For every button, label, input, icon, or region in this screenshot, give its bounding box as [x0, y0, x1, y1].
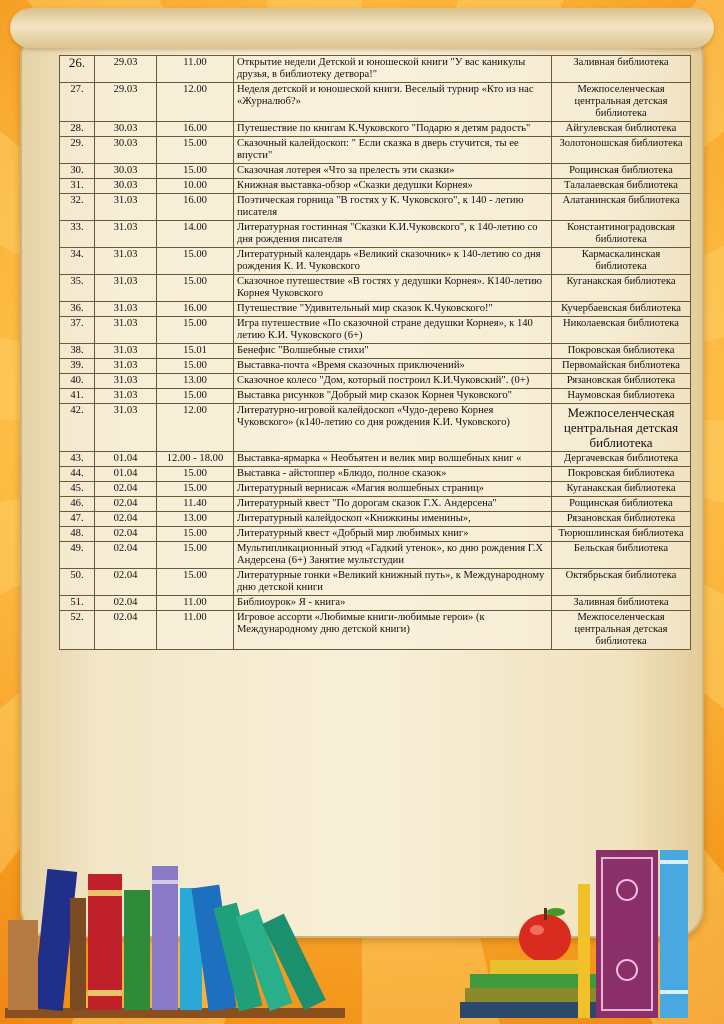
cell-event: Литературный вернисаж «Магия волшебных страниц» [234, 482, 552, 497]
cell-library: Октябрьская библиотека [552, 569, 691, 596]
table-row [60, 374, 691, 389]
cell-date: 02.04 [95, 497, 157, 512]
cell-time: 13.00 [157, 374, 234, 389]
table-row [60, 404, 691, 452]
cell-time: 11.00 [157, 56, 234, 83]
cell-number: 33. [60, 221, 95, 248]
cell-library: Заливная библиотека [552, 596, 691, 611]
table-row [60, 83, 691, 122]
table-row [60, 596, 691, 611]
cell-number: 34. [60, 248, 95, 275]
cell-number: 36. [60, 302, 95, 317]
cell-library: Заливная библиотека [552, 56, 691, 83]
cell-library: Покровская библиотека [552, 344, 691, 359]
cell-date: 31.03 [95, 302, 157, 317]
cell-library: Тюрюшлинская библиотека [552, 527, 691, 542]
cell-number: 45. [60, 482, 95, 497]
cell-time: 15.00 [157, 467, 234, 482]
cell-event: Поэтическая горница "В гостях у К. Чуковского", к 140 - летию писателя [234, 194, 552, 221]
table-row [60, 302, 691, 317]
cell-date: 02.04 [95, 482, 157, 497]
cell-number: 51. [60, 596, 95, 611]
cell-number: 43. [60, 452, 95, 467]
table-row [60, 467, 691, 482]
cell-date: 31.03 [95, 344, 157, 359]
cell-library: Куганакская библиотека [552, 275, 691, 302]
cell-date: 31.03 [95, 389, 157, 404]
cell-time: 12.00 - 18.00 [157, 452, 234, 467]
cell-number: 37. [60, 317, 95, 344]
cell-number: 46. [60, 497, 95, 512]
apple [519, 914, 571, 962]
cell-event: Неделя детской и юношеской книги. Веселый турнир «Кто из нас «Журналюб?» [234, 83, 552, 122]
cell-time: 11.00 [157, 596, 234, 611]
cell-time: 15.00 [157, 569, 234, 596]
cell-library: Рязановская библиотека [552, 374, 691, 389]
cell-library: Николаевская библиотека [552, 317, 691, 344]
cell-number: 40. [60, 374, 95, 389]
table-row [60, 542, 691, 569]
cell-date: 01.04 [95, 452, 157, 467]
cell-date: 02.04 [95, 527, 157, 542]
cell-date: 31.03 [95, 404, 157, 452]
cell-event: Сказочная лотерея «Что за прелесть эти сказки» [234, 164, 552, 179]
cell-library: Талалаевская библиотека [552, 179, 691, 194]
cell-time: 16.00 [157, 302, 234, 317]
table-row [60, 248, 691, 275]
bookend [8, 920, 38, 1010]
table-row [60, 221, 691, 248]
cell-event: Литературные гонки «Великий книжный путь», к Международному дню детской книги [234, 569, 552, 596]
cell-number: 44. [60, 467, 95, 482]
cell-date: 02.04 [95, 512, 157, 527]
cell-time: 16.00 [157, 122, 234, 137]
books-illustration [0, 850, 724, 1024]
cell-event: Открытие недели Детской и юношеской книги "У вас каникулы друзья, в библиотеку детвора!" [234, 56, 552, 83]
table-row [60, 122, 691, 137]
cell-number: 29. [60, 137, 95, 164]
table-row [60, 611, 691, 650]
cell-number: 38. [60, 344, 95, 359]
cell-number: 52. [60, 611, 95, 650]
cell-library: Константиноградовская библиотека [552, 221, 691, 248]
cell-library: Кучербаевская библиотека [552, 302, 691, 317]
cell-event: Библиоурок» Я - книга» [234, 596, 552, 611]
cell-event: Выставка-почта «Время сказочных приключений» [234, 359, 552, 374]
cell-library: Рощинская библиотека [552, 164, 691, 179]
cell-event: Литературный квест «Добрый мир любимых книг» [234, 527, 552, 542]
cell-time: 15.00 [157, 389, 234, 404]
book-lavender [152, 866, 178, 1010]
cell-number: 41. [60, 389, 95, 404]
cell-time: 15.00 [157, 482, 234, 497]
table-row [60, 56, 691, 83]
cell-number: 42. [60, 404, 95, 452]
cell-library: Межпоселенческая центральная детская библиотека [552, 83, 691, 122]
cell-time: 15.00 [157, 317, 234, 344]
table-row [60, 194, 691, 221]
cell-time: 13.00 [157, 512, 234, 527]
table-row [60, 497, 691, 512]
cell-number: 49. [60, 542, 95, 569]
table-row [60, 317, 691, 344]
table-row [60, 389, 691, 404]
cell-event: Выставка - айстоппер «Блюдо, полное сказок» [234, 467, 552, 482]
table-row [60, 482, 691, 497]
table-row [60, 179, 691, 194]
cell-library: Золотоношская библиотека [552, 137, 691, 164]
cell-time: 15.00 [157, 359, 234, 374]
cell-event: Сказочное путешествие «В гостях у дедушки Корнея». К140-летию Корнея Чуковского [234, 275, 552, 302]
cell-time: 15.01 [157, 344, 234, 359]
cell-time: 14.00 [157, 221, 234, 248]
cell-date: 01.04 [95, 467, 157, 482]
cell-date: 29.03 [95, 83, 157, 122]
cell-date: 02.04 [95, 569, 157, 596]
table-row [60, 569, 691, 596]
cell-date: 31.03 [95, 194, 157, 221]
cell-library: Рязановская библиотека [552, 512, 691, 527]
cell-time: 15.00 [157, 275, 234, 302]
cell-event: Игровое ассорти «Любимые книги-любимые герои» (к Международному дню детской книги) [234, 611, 552, 650]
cell-date: 02.04 [95, 596, 157, 611]
cell-library: Межпоселенческая центральная детская библиотека [552, 611, 691, 650]
cell-event: Литературный квест "По дорогам сказок Г.Х. Андерсена" [234, 497, 552, 512]
cell-number: 39. [60, 359, 95, 374]
cell-time: 11.40 [157, 497, 234, 512]
cell-time: 15.00 [157, 542, 234, 569]
cell-number: 27. [60, 83, 95, 122]
cell-number: 31. [60, 179, 95, 194]
cell-time: 11.00 [157, 611, 234, 650]
book-yellow-spine [578, 884, 590, 1018]
table-row [60, 275, 691, 302]
cell-date: 31.03 [95, 374, 157, 389]
cell-event: Литературно-игровой калейдоскоп «Чудо-дерево Корнея Чуковского» (к140-летию со дня рождения К.И. Чуковского) [234, 404, 552, 452]
cell-date: 02.04 [95, 542, 157, 569]
cell-time: 12.00 [157, 83, 234, 122]
cell-date: 30.03 [95, 122, 157, 137]
cell-date: 31.03 [95, 221, 157, 248]
schedule-table-wrap [59, 55, 690, 650]
cell-event: Путешествие по книгам К.Чуковского "Подарю я детям радость" [234, 122, 552, 137]
cell-event: Литературный календарь «Великий сказочник» к 140-летию со дня рождения К. И. Чуковского [234, 248, 552, 275]
cell-library: Бельская библиотека [552, 542, 691, 569]
cell-date: 30.03 [95, 164, 157, 179]
cell-time: 15.00 [157, 248, 234, 275]
cell-date: 31.03 [95, 317, 157, 344]
table-row [60, 527, 691, 542]
cell-number: 48. [60, 527, 95, 542]
cell-event: Выставка рисунков "Добрый мир сказок Корнея Чуковского" [234, 389, 552, 404]
cell-time: 15.00 [157, 137, 234, 164]
schedule-rows [60, 56, 691, 650]
cell-number: 26. [60, 56, 95, 83]
table-row [60, 512, 691, 527]
cell-number: 30. [60, 164, 95, 179]
cell-library: Дергачевская библиотека [552, 452, 691, 467]
cell-time: 12.00 [157, 404, 234, 452]
table-row [60, 164, 691, 179]
cell-time: 15.00 [157, 527, 234, 542]
cell-event: Бенефис "Волшебные стихи" [234, 344, 552, 359]
cell-library: Покровская библиотека [552, 467, 691, 482]
cell-time: 10.00 [157, 179, 234, 194]
cell-event: Выставка-ярмарка « Необъятен и велик мир волшебных книг « [234, 452, 552, 467]
cell-number: 47. [60, 512, 95, 527]
cell-event: Мультипликационный этюд «Гадкий утенок», ко дню рождения Г.Х Андерсена (6+) Занятие мультстудии [234, 542, 552, 569]
cell-date: 29.03 [95, 56, 157, 83]
book-brown [70, 898, 86, 1010]
cell-library: Куганакская библиотека [552, 482, 691, 497]
cell-date: 30.03 [95, 137, 157, 164]
cell-time: 16.00 [157, 194, 234, 221]
cell-date: 31.03 [95, 359, 157, 374]
schedule-table [59, 55, 691, 650]
cell-library: Наумовская библиотека [552, 389, 691, 404]
cell-number: 32. [60, 194, 95, 221]
book-green [124, 890, 150, 1010]
cell-event: Литературная гостинная "Сказки К.И.Чуковского", к 140-летию со дня рождения писателя [234, 221, 552, 248]
cell-event: Путешествие "Удивительный мир сказок К.Чуковского!" [234, 302, 552, 317]
cell-date: 02.04 [95, 611, 157, 650]
cell-library: Айгулевская библиотека [552, 122, 691, 137]
cell-library: Кармаскалинская библиотека [552, 248, 691, 275]
cell-number: 35. [60, 275, 95, 302]
table-row [60, 359, 691, 374]
cell-time: 15.00 [157, 164, 234, 179]
cell-event: Сказочный калейдоскоп: " Если сказка в дверь стучится, ты ее впусти" [234, 137, 552, 164]
cell-library: Первомайская библиотека [552, 359, 691, 374]
table-row [60, 344, 691, 359]
cell-library: Алатанинская библиотека [552, 194, 691, 221]
cell-date: 31.03 [95, 248, 157, 275]
book-flat-yellow [490, 960, 590, 974]
cell-library: Рощинская библиотека [552, 497, 691, 512]
table-row [60, 137, 691, 164]
cell-event: Литературный калейдоскоп «Книжкины именины», [234, 512, 552, 527]
book-purple-ornate [596, 850, 658, 1018]
cell-date: 31.03 [95, 275, 157, 302]
cell-event: Игра путешествие «По сказочной стране дедушки Корнея», к 140 летию К.И. Чуковского (6+) [234, 317, 552, 344]
cell-date: 30.03 [95, 179, 157, 194]
cell-number: 50. [60, 569, 95, 596]
table-row [60, 452, 691, 467]
cell-library: Межпоселенческая центральная детская библиотека [552, 404, 691, 452]
cell-event: Книжная выставка-обзор «Сказки дедушки Корнея» [234, 179, 552, 194]
scroll-top-roll [10, 8, 714, 48]
cell-event: Сказочное колесо "Дом, который построил К.И.Чуковский". (0+) [234, 374, 552, 389]
cell-number: 28. [60, 122, 95, 137]
